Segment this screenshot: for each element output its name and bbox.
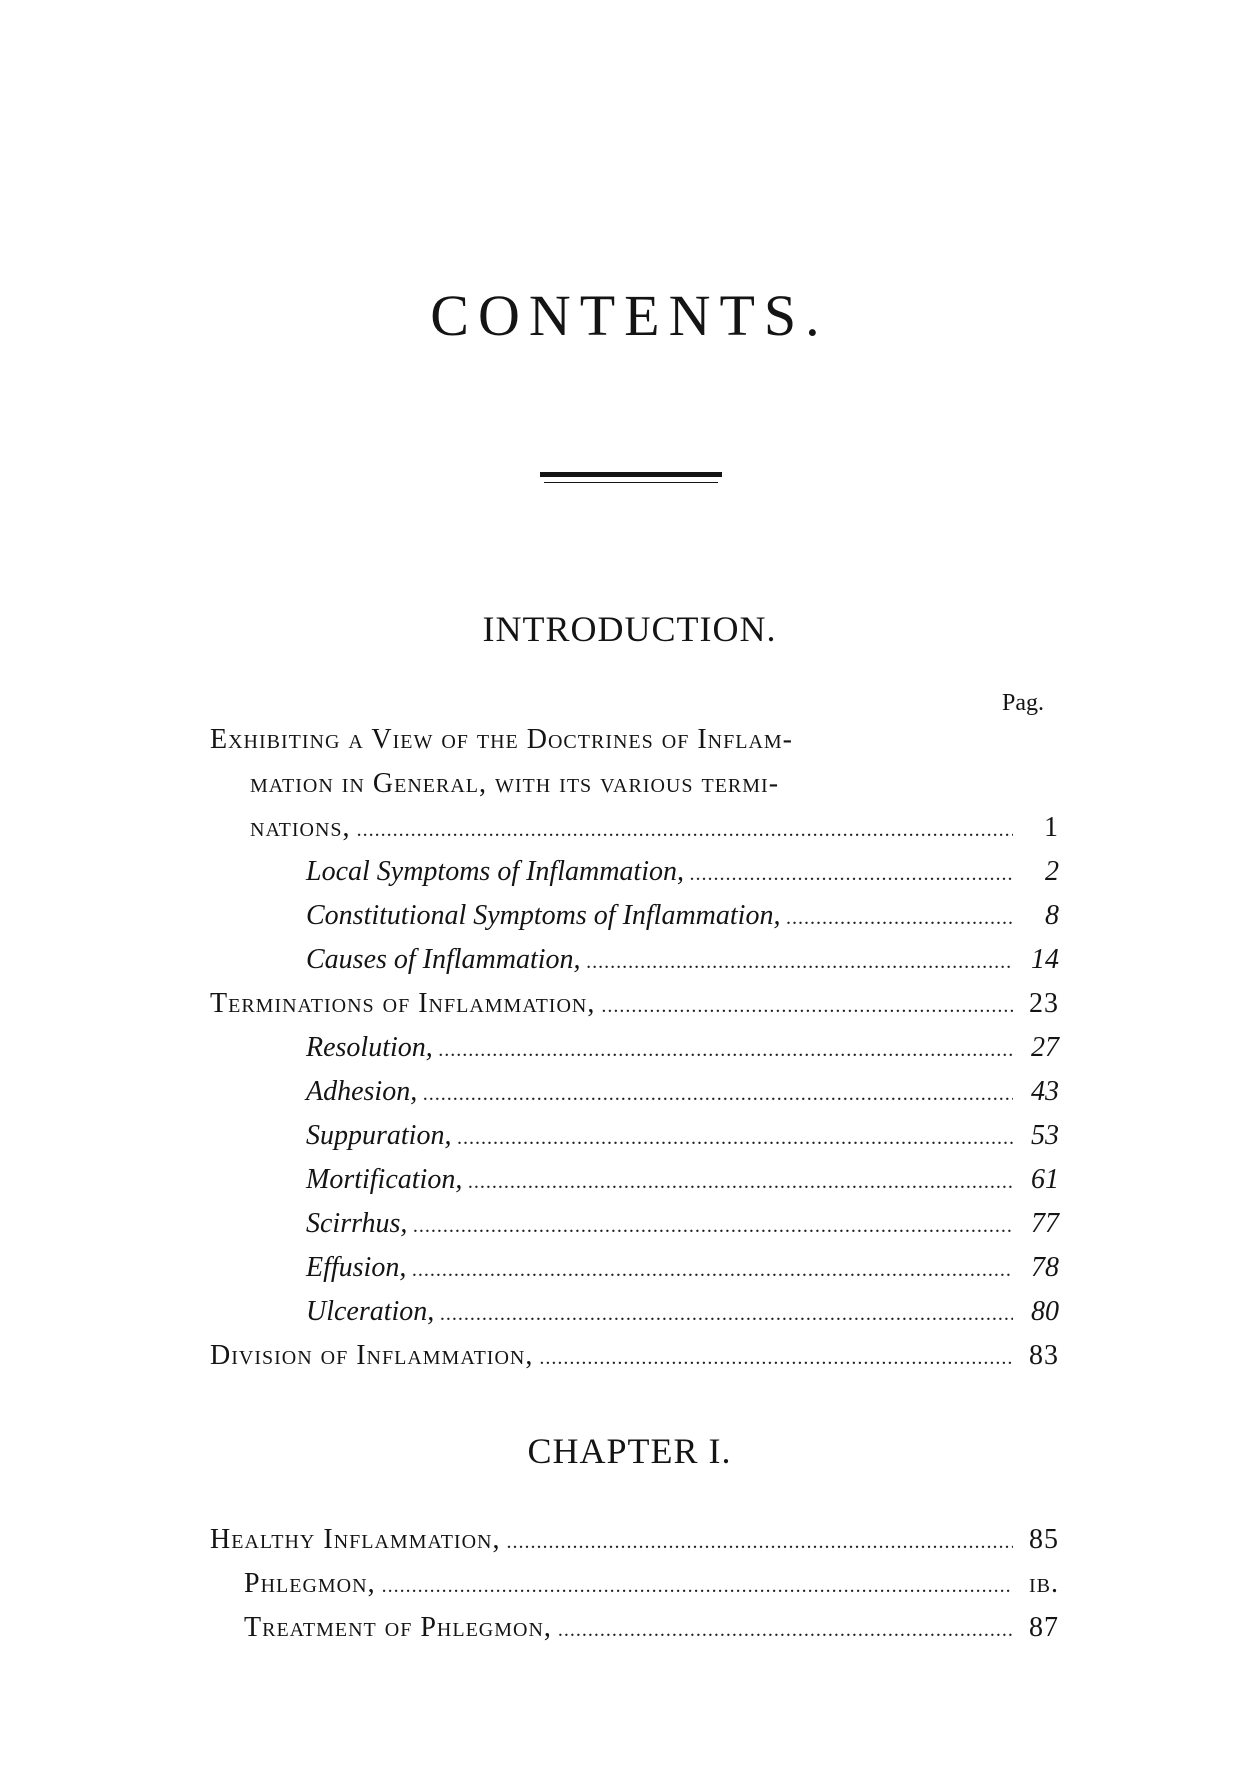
toc-entry [306,850,1059,894]
toc-entry [306,1070,1059,1114]
toc-entry-label: Mortification, [306,1164,463,1195]
leader-dots [468,1160,1013,1204]
toc-entry-label: Division of Inflammation, [210,1340,534,1371]
page-column-label: Pag. [1002,690,1044,716]
toc-entry-page: 87 [1029,1612,1059,1643]
toc-entry-label: Treatment of Phlegmon, [244,1612,552,1643]
title-rule-thin [544,482,718,483]
title-rule-thick [540,472,722,477]
toc-entry [306,1202,1059,1246]
toc-entry-main-line1: Exhibiting a View of the Doctrines of Inflam- [210,724,793,755]
introduction-heading: INTRODUCTION. [482,609,777,649]
toc-entry-page: 53 [1031,1120,1059,1151]
toc-entry-page: 78 [1031,1252,1059,1283]
toc-entry [306,1114,1059,1158]
toc-entry-page: 61 [1031,1164,1059,1195]
toc-entry-label: Scirrhus, [306,1208,408,1239]
leader-dots [412,1248,1013,1292]
toc-entry [306,1026,1059,1070]
toc-entry-page: 23 [1029,988,1059,1019]
leader-dots [506,1520,1013,1564]
toc-entry-page: 43 [1031,1076,1059,1107]
toc-entry-label: Adhesion, [306,1076,418,1107]
toc-entry-page: 14 [1031,944,1059,975]
toc-entry-label: Effusion, [306,1252,407,1283]
toc-entry-label: Phlegmon, [244,1568,376,1599]
toc-entry-label: Healthy Inflammation, [210,1524,501,1555]
page-title: CONTENTS. [430,283,829,348]
toc-entry [306,1158,1059,1202]
leader-dots [558,1608,1013,1652]
leader-dots [413,1204,1013,1248]
chapter1-heading: CHAPTER I. [527,1431,732,1471]
leader-dots [539,1336,1013,1380]
toc-entry-main-line2: mation in General, with its various termi- [250,768,780,799]
toc-entry-main-line3 [250,806,1059,850]
leader-dots [601,984,1013,1028]
leader-dots [357,808,1013,852]
toc-entry-label: Constitutional Symptoms of Inflammation, [306,900,781,931]
leader-dots [440,1292,1013,1336]
toc-entry-page: 80 [1031,1296,1059,1327]
leader-dots [587,940,1013,984]
toc-entry-page: ib. [1029,1568,1059,1599]
leader-dots [382,1564,1013,1608]
toc-entry-label: Causes of Inflammation, [306,944,581,975]
leader-dots [786,896,1013,940]
toc-entry [306,1246,1059,1290]
toc-entry-page: 1 [1044,812,1059,843]
toc-entry-label: nations, [250,812,351,843]
toc-entry-label: Local Symptoms of Inflammation, [306,856,684,887]
leader-dots [457,1116,1013,1160]
toc-entry-label: Ulceration, [306,1296,435,1327]
toc-entry [306,894,1059,938]
toc-entry-page: 85 [1029,1524,1059,1555]
toc-entry-page: 83 [1029,1340,1059,1371]
leader-dots [423,1072,1013,1116]
toc-entry-page: 77 [1031,1208,1059,1239]
toc-entry-label: Terminations of Inflammation, [210,988,596,1019]
toc-entry [306,1290,1059,1334]
leader-dots [690,852,1013,896]
toc-entry [244,1562,1059,1606]
toc-entry-main [210,718,1059,806]
toc-entry [210,982,1059,1026]
toc-entry [244,1606,1059,1650]
leader-dots [439,1028,1013,1072]
toc-entry [210,1518,1059,1562]
toc-entry-page: 2 [1045,856,1059,887]
toc-entry-label: Suppuration, [306,1120,452,1151]
toc-entry-label: Resolution, [306,1032,433,1063]
toc-entry-page: 8 [1045,900,1059,931]
toc-entry [210,1334,1059,1378]
toc-entry [306,938,1059,982]
toc-entry-page: 27 [1031,1032,1059,1063]
